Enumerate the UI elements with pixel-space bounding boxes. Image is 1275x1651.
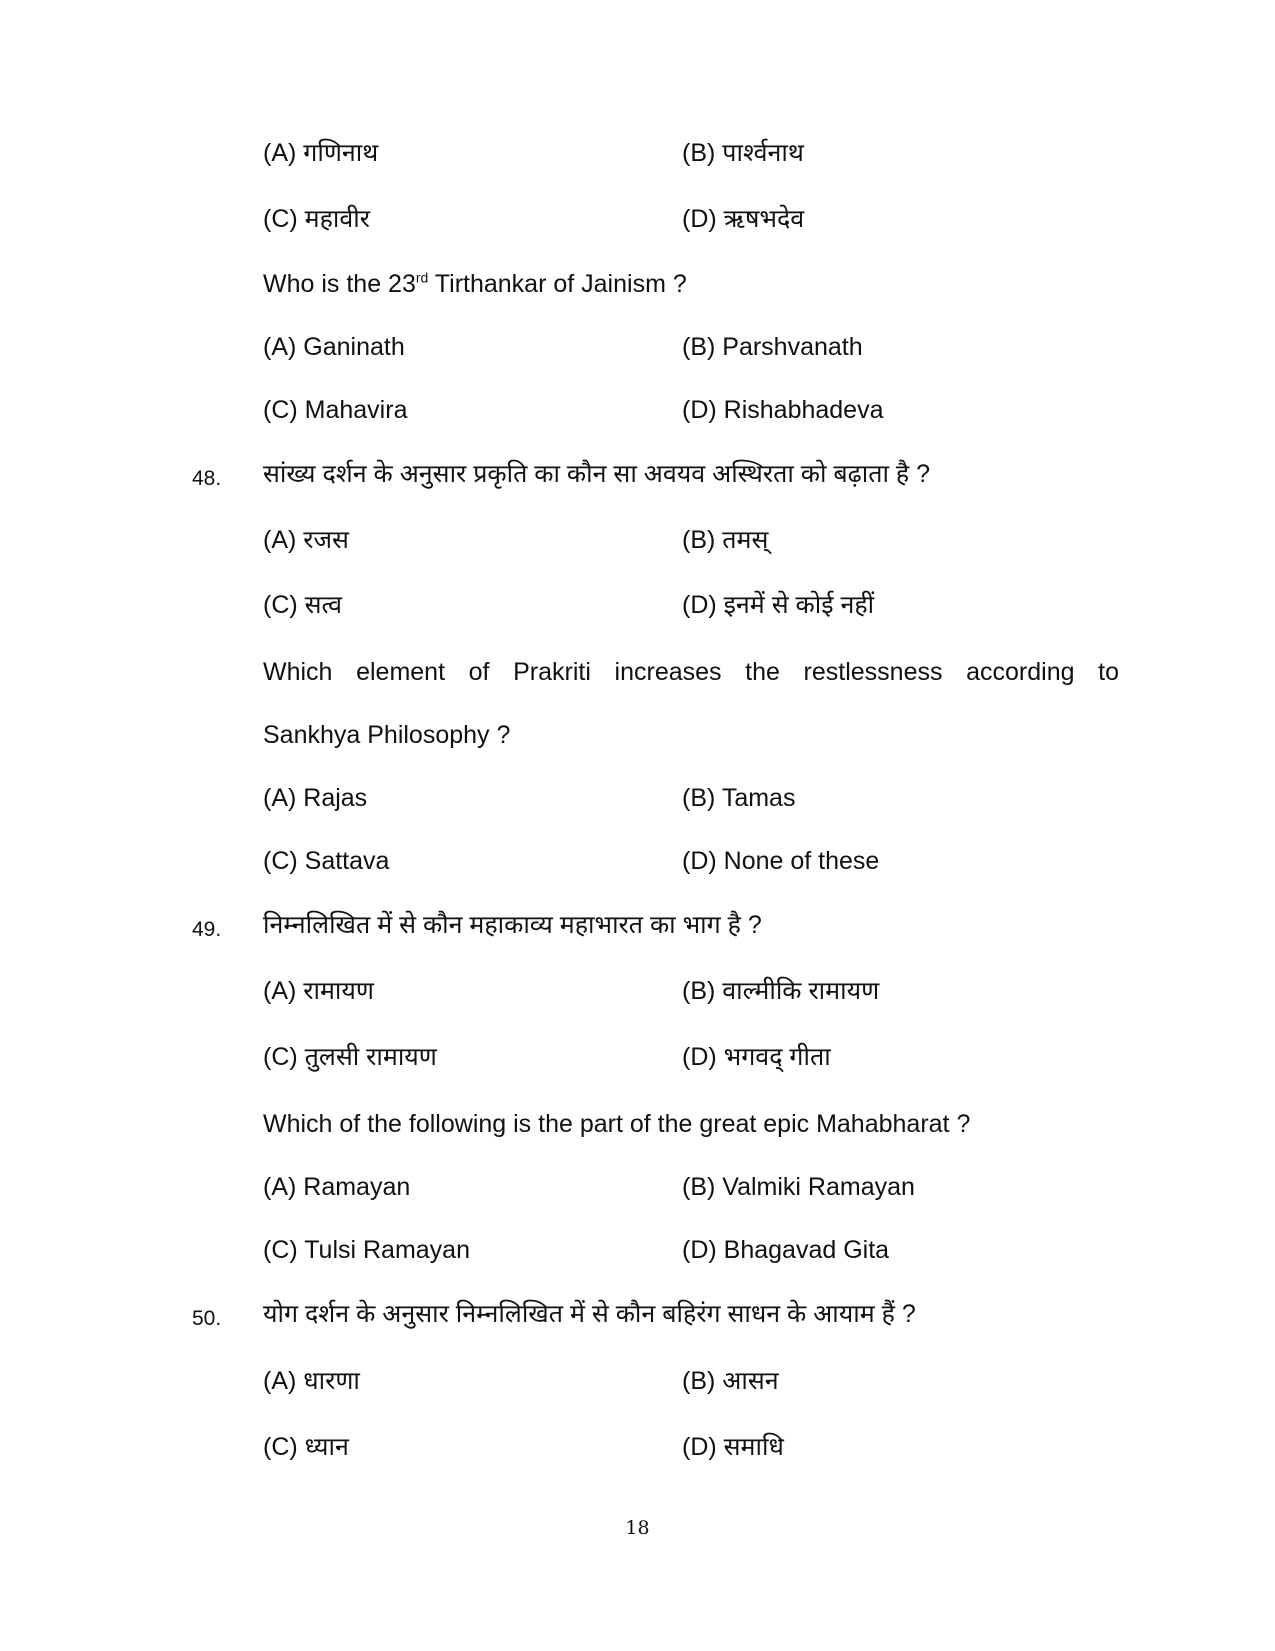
q48-question-en-line1: Which element of Prakriti increases the restlessness according to bbox=[263, 658, 1119, 686]
q50-option-c-hi: (C) ध्यान bbox=[263, 1433, 349, 1461]
q47-question-en-pre: Who is the 23 bbox=[263, 270, 416, 298]
q49-option-c-hi: (C) तुलसी रामायण bbox=[263, 1043, 437, 1071]
q49-option-a-en: (A) Ramayan bbox=[263, 1173, 411, 1201]
q48-option-d-hi: (D) इनमें से कोई नहीं bbox=[682, 591, 875, 619]
q49-number: 49. bbox=[192, 918, 222, 941]
q48-option-a-en: (A) Rajas bbox=[263, 784, 368, 812]
q47-option-c-en: (C) Mahavira bbox=[263, 396, 408, 424]
q48-question-hi: सांख्य दर्शन के अनुसार प्रकृति का कौन सा अवयव अस्थिरता को बढ़ाता है ? bbox=[263, 460, 931, 488]
q49-question-hi: निम्नलिखित में से कौन महाकाव्य महाभारत का भाग है ? bbox=[263, 911, 762, 939]
q47-option-a-hi: (A) गणिनाथ bbox=[263, 139, 379, 167]
q47-option-d-hi: (D) ऋषभदेव bbox=[682, 205, 805, 233]
q49-option-d-hi: (D) भगवद् गीता bbox=[682, 1043, 831, 1071]
q47-question-en-superscript: rd bbox=[415, 269, 429, 286]
q48-option-c-en: (C) Sattava bbox=[263, 847, 390, 875]
q50-question-hi: योग दर्शन के अनुसार निम्नलिखित में से कौन बहिरंग साधन के आयाम हैं ? bbox=[263, 1300, 916, 1328]
q49-option-a-hi: (A) रामायण bbox=[263, 977, 374, 1005]
q47-option-d-en: (D) Rishabhadeva bbox=[682, 396, 884, 424]
q50-option-a-hi: (A) धारणा bbox=[263, 1367, 360, 1395]
q47-question-en bbox=[263, 268, 687, 300]
q49-question-en: Which of the following is the part of the great epic Mahabharat ? bbox=[263, 1110, 971, 1138]
q47-option-c-hi: (C) महावीर bbox=[263, 205, 370, 233]
page-number: 18 bbox=[625, 1517, 650, 1539]
q48-option-b-hi: (B) तमस् bbox=[682, 526, 769, 554]
q47-option-b-hi: (B) पार्श्वनाथ bbox=[682, 139, 804, 167]
q50-number: 50. bbox=[192, 1307, 222, 1330]
q47-option-b-en: (B) Parshvanath bbox=[682, 333, 863, 361]
q48-question-en-line2: Sankhya Philosophy ? bbox=[263, 721, 511, 749]
q49-option-c-en: (C) Tulsi Ramayan bbox=[263, 1236, 470, 1264]
q48-option-b-en: (B) Tamas bbox=[682, 784, 796, 812]
q48-number: 48. bbox=[192, 467, 222, 490]
q48-option-a-hi: (A) रजस bbox=[263, 526, 349, 554]
q49-option-d-en: (D) Bhagavad Gita bbox=[682, 1236, 890, 1264]
q47-option-a-en: (A) Ganinath bbox=[263, 333, 405, 361]
q48-option-c-hi: (C) सत्व bbox=[263, 591, 343, 619]
q50-option-d-hi: (D) समाधि bbox=[682, 1433, 784, 1461]
q49-option-b-hi: (B) वाल्मीकि रामायण bbox=[682, 977, 880, 1005]
q50-option-b-hi: (B) आसन bbox=[682, 1367, 779, 1395]
q47-question-en-post: Tirthankar of Jainism ? bbox=[428, 270, 687, 298]
q49-option-b-en: (B) Valmiki Ramayan bbox=[682, 1173, 915, 1201]
q48-option-d-en: (D) None of these bbox=[682, 847, 880, 875]
